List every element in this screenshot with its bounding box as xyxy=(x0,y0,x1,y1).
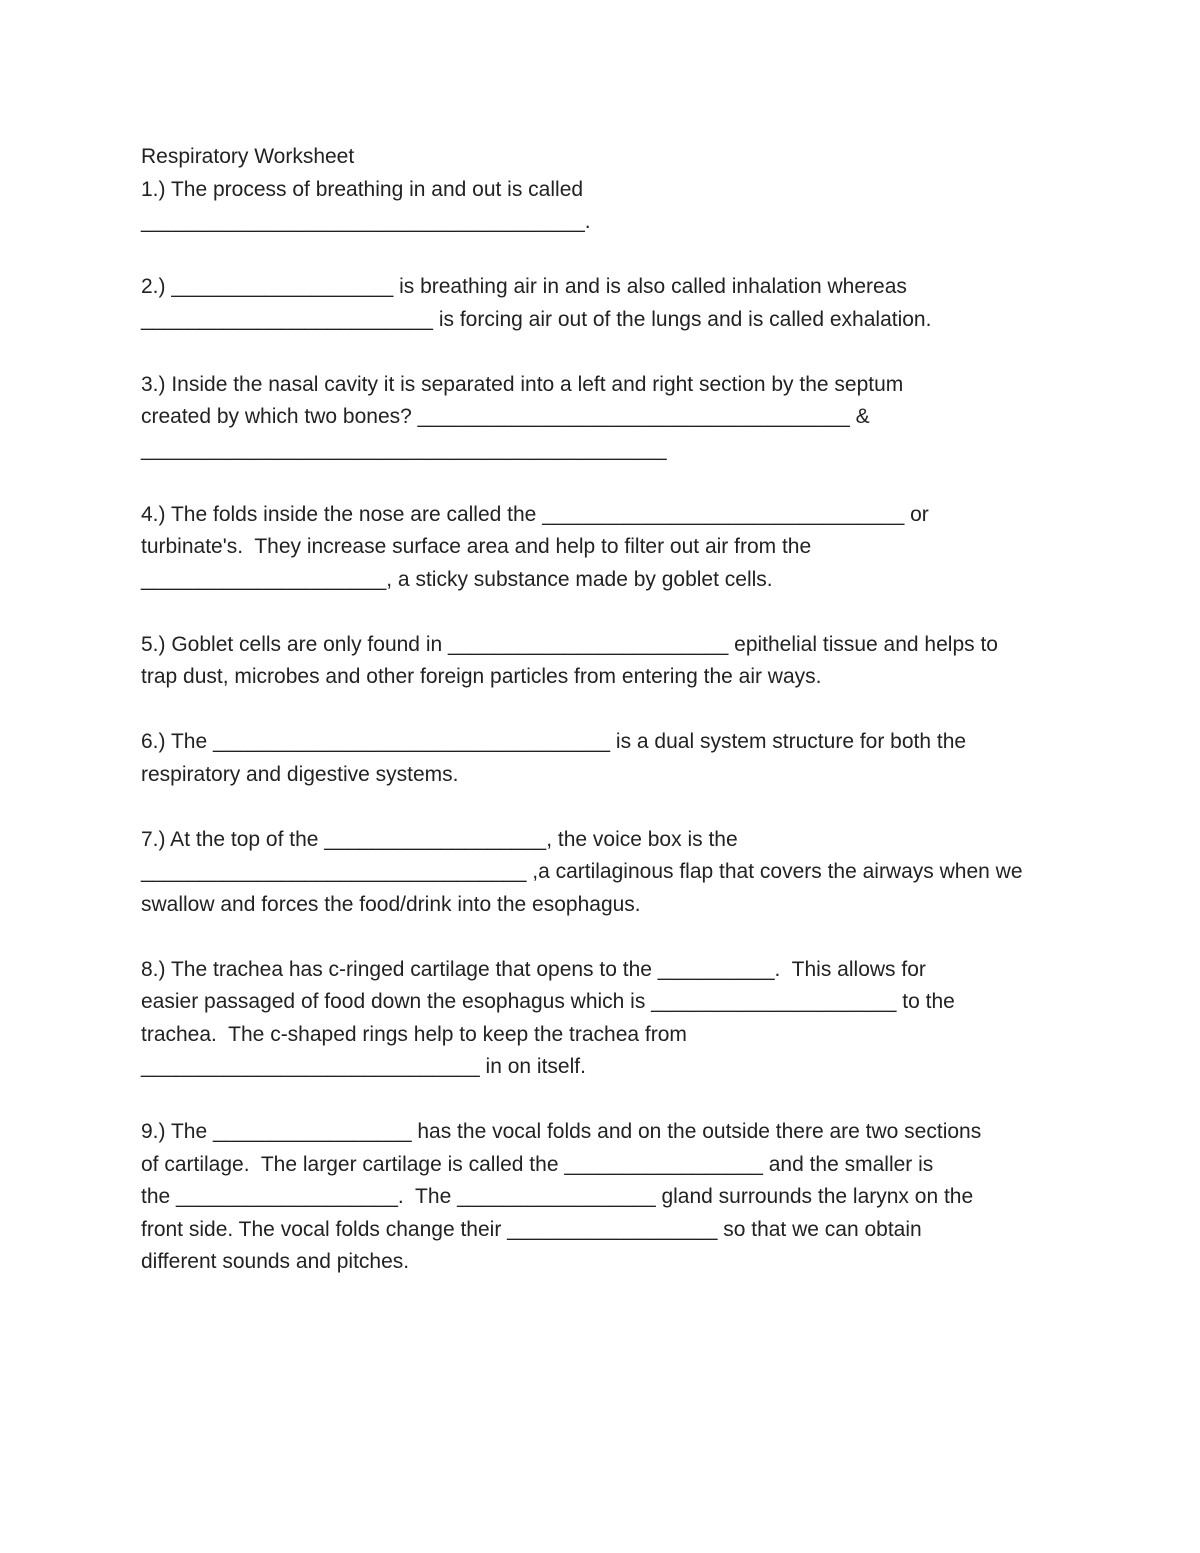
question-line: 3.) Inside the nasal cavity it is separated into a left and right section by the septum xyxy=(141,372,904,396)
question-line: 8.) The trachea has c-ringed cartilage that opens to the __________. This allows for xyxy=(141,957,926,981)
question-line: the ___________________. The _________________ gland surrounds the larynx on the xyxy=(141,1185,974,1208)
question-1 xyxy=(141,174,1061,239)
question-8 xyxy=(141,954,1061,1084)
question-line: different sounds and pitches. xyxy=(141,1250,410,1273)
worksheet-page xyxy=(141,141,1061,1279)
worksheet-title: Respiratory Worksheet xyxy=(141,145,355,168)
question-line: swallow and forces the food/drink into the esophagus. xyxy=(141,892,641,916)
question-line: 1.) The process of breathing in and out is called xyxy=(141,177,584,201)
question-line: of cartilage. The larger cartilage is called the _________________ and the smaller is xyxy=(141,1152,934,1176)
question-9 xyxy=(141,1116,1061,1279)
question-4 xyxy=(141,499,1061,597)
answer-blank-line: ______________________________________. xyxy=(141,210,591,233)
question-6 xyxy=(141,726,1061,791)
question-line: front side. The vocal folds change their __________________ so that we can obtain xyxy=(141,1217,922,1241)
question-line: 9.) The _________________ has the vocal folds and on the outside there are two sections xyxy=(141,1120,982,1143)
question-2 xyxy=(141,271,1061,336)
question-line: turbinate's. They increase surface area and help to filter out air from the xyxy=(141,535,812,558)
question-line: 2.) ___________________ is breathing air in and is also called inhalation whereas xyxy=(141,275,907,298)
question-line: _________________________ is forcing air out of the lungs and is called exhalation. xyxy=(141,307,932,331)
question-7 xyxy=(141,824,1061,922)
question-line: easier passaged of food down the esophagus which is _____________________ to the xyxy=(141,990,955,1013)
question-line: respiratory and digestive systems. xyxy=(141,762,459,786)
question-line: _________________________________ ,a cartilaginous flap that covers the airways when we xyxy=(141,860,1023,883)
question-line: _____________________________ in on itself. xyxy=(141,1055,586,1078)
question-5 xyxy=(141,629,1061,694)
question-line: 6.) The __________________________________ is a dual system structure for both the xyxy=(141,730,967,753)
question-line: 7.) At the top of the ___________________, the voice box is the xyxy=(141,827,738,851)
question-line: 4.) The folds inside the nose are called the _______________________________ or xyxy=(141,502,929,526)
question-line: created by which two bones? _____________________________________ & xyxy=(141,405,870,428)
question-line: trachea. The c-shaped rings help to keep the trachea from xyxy=(141,1022,687,1046)
question-line: _____________________, a sticky substance made by goblet cells. xyxy=(141,567,773,591)
question-3 xyxy=(141,369,1061,467)
question-line: trap dust, microbes and other foreign particles from entering the air ways. xyxy=(141,665,822,688)
question-line: 5.) Goblet cells are only found in ________________________ epithelial tissue and helps to xyxy=(141,632,998,656)
answer-blank-line: _____________________________________________ xyxy=(141,437,667,461)
